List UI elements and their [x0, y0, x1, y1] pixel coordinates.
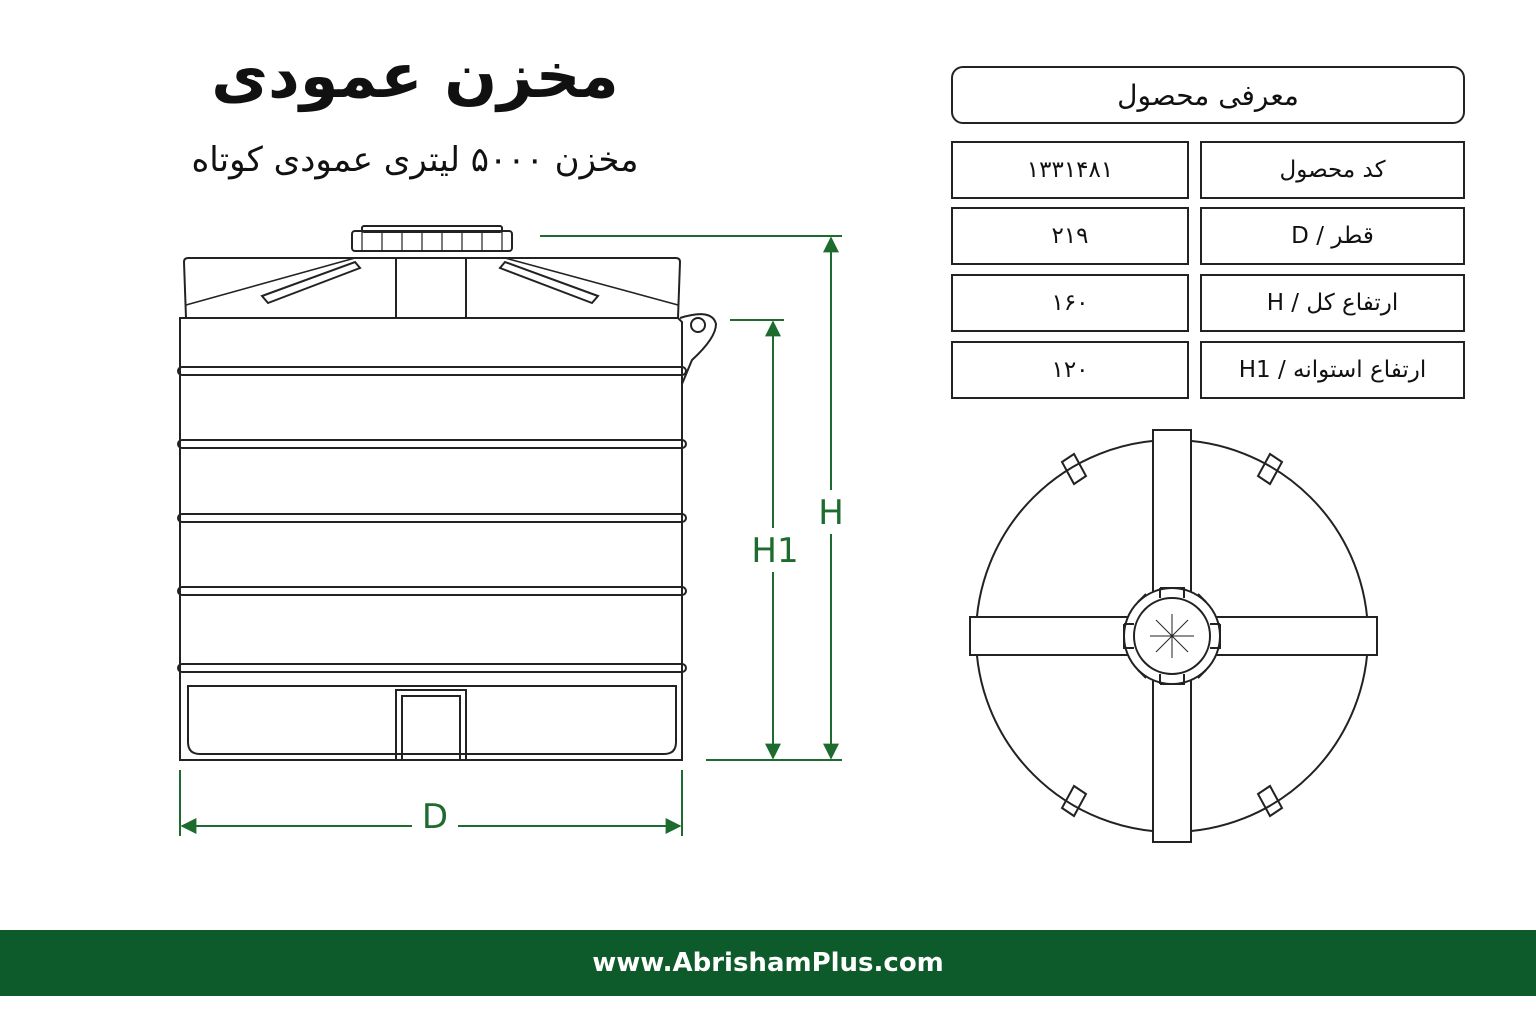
tank-lid: [352, 231, 512, 251]
tank-ring-3: [178, 514, 686, 522]
tank-plan-vent: [1150, 614, 1194, 658]
tank-rib-right: [500, 262, 598, 303]
spec-label-code: کد محصول: [1200, 141, 1465, 199]
footer-url[interactable]: www.AbrishamPlus.com: [592, 948, 944, 978]
spec-value-cylinder-height: ۱۲۰: [951, 341, 1189, 399]
footer-bar: [0, 930, 1536, 996]
tank-plan-lug: [1062, 454, 1086, 484]
spec-table-header: معرفی محصول: [951, 66, 1465, 124]
dimension-label-d: D: [421, 797, 449, 837]
tank-ring-5: [178, 664, 686, 672]
spec-value-total-height: ۱۶۰: [951, 274, 1189, 332]
tank-plan-lug: [1258, 786, 1282, 816]
dimension-label-h1: H1: [751, 531, 799, 571]
page-title: مخزن عمودی: [211, 39, 619, 112]
dimension-lines: [180, 236, 842, 836]
tank-side-view: [178, 226, 716, 760]
dimension-label-h: H: [818, 493, 844, 533]
tank-rib-left: [262, 262, 360, 303]
tank-body: [180, 318, 682, 760]
spec-value-code: ۱۳۳۱۴۸۱: [951, 141, 1189, 199]
spec-value-diameter: ۲۱۹: [951, 207, 1189, 265]
tank-ring-4: [178, 587, 686, 595]
page-subtitle: مخزن ۵۰۰۰ لیتری عمودی کوتاه: [191, 140, 639, 180]
spec-label-cylinder-height: ارتفاع استوانه / H1: [1200, 341, 1465, 399]
tank-plan-lug: [1062, 786, 1086, 816]
tank-top-dome: [184, 258, 680, 318]
spec-label-total-height: ارتفاع کل / H: [1200, 274, 1465, 332]
tank-outlet: [396, 690, 466, 760]
spec-label-diameter: قطر / D: [1200, 207, 1465, 265]
tank-plan-lug: [1258, 454, 1282, 484]
tank-ring-2: [178, 440, 686, 448]
tank-ring-1: [178, 367, 686, 375]
tank-top-view: [970, 430, 1377, 842]
